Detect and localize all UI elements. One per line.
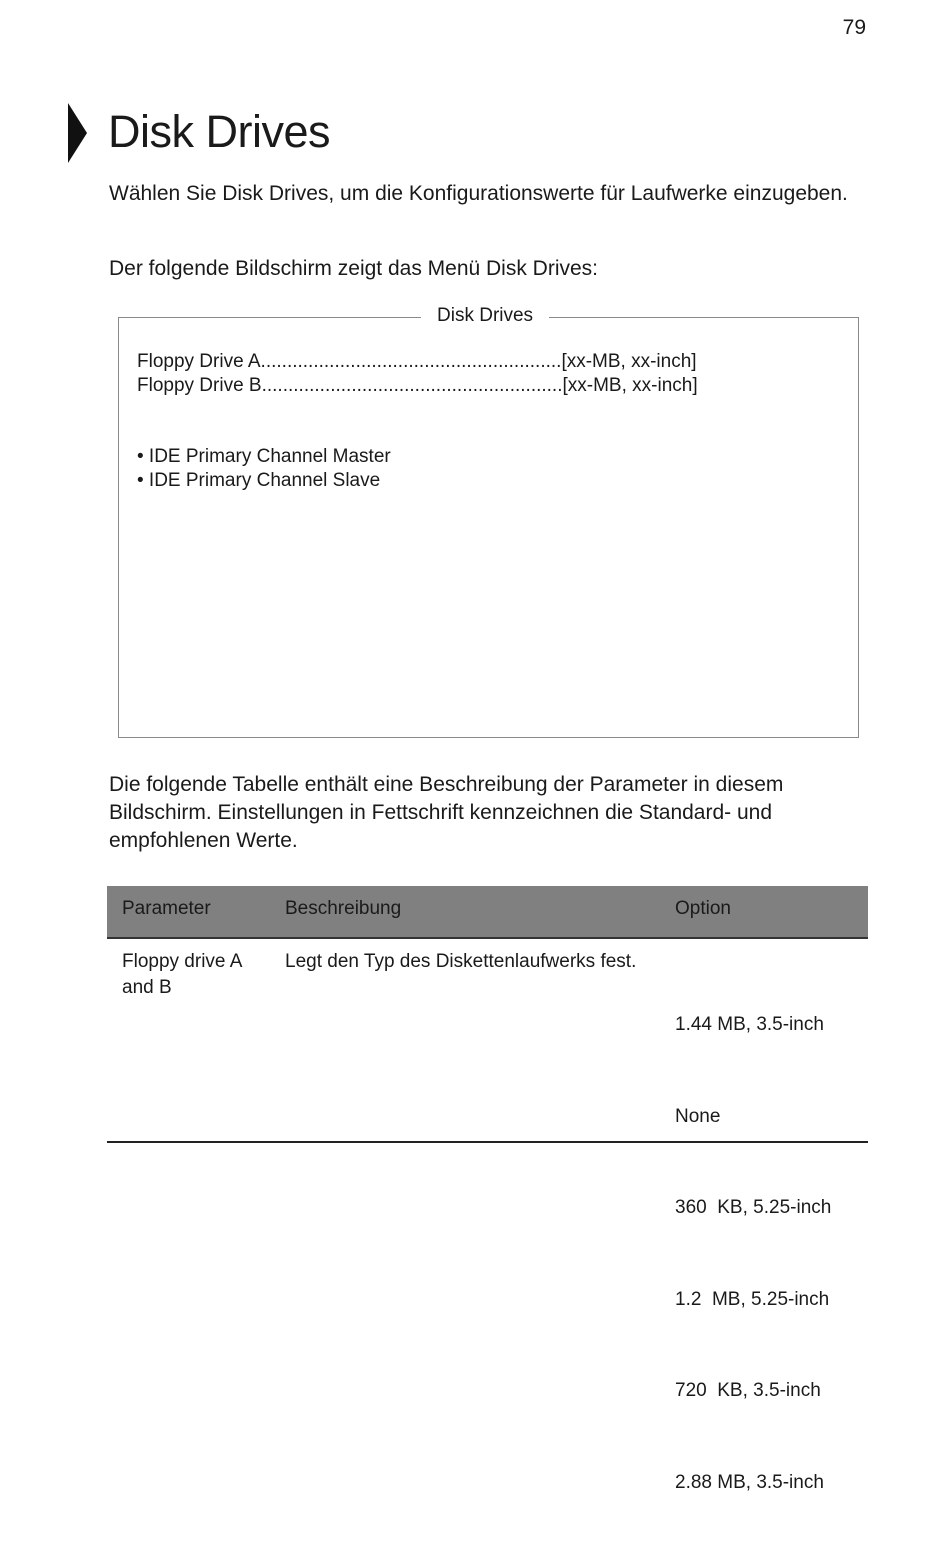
floppy-drive-a-row[interactable]: Floppy Drive A.........................................................[xx-MB, xx-inch] [137,351,697,372]
bios-screen [118,305,859,738]
option-item: 1.44 MB, 3.5-inch [675,1014,824,1035]
table-intro-paragraph: Die folgende Tabelle enthält eine Beschreibung der Parameter in diesem Bildschirm. Einstellungen in Fettschrift kennzeichnen die Standard- und empfohlenen Werte. [109,773,784,852]
ide-primary-master-item[interactable]: • IDE Primary Channel Master [137,446,391,467]
header-option: Option [675,898,731,919]
header-description: Beschreibung [285,898,402,919]
table-row [107,939,868,1493]
table-header [107,886,868,939]
parameter-table [107,886,868,1493]
row-parameter: Floppy drive A and B [122,951,242,998]
section-marker-arrow-icon [68,103,87,163]
option-item: 360 KB, 5.25-inch [675,1197,832,1218]
intro-paragraph: Wählen Sie Disk Drives, um die Konfigurationswerte für Laufwerke einzugeben. [109,182,848,205]
floppy-drive-b-row[interactable]: Floppy Drive B.........................................................[xx-MB, xx-inch] [137,375,698,396]
page-title: Disk Drives [108,106,331,157]
header-parameter: Parameter [122,898,211,919]
ide-primary-slave-item[interactable]: • IDE Primary Channel Slave [137,470,381,491]
bios-screen-title: Disk Drives [421,302,549,330]
option-item: 2.88 MB, 3.5-inch [675,1471,824,1493]
screen-intro-paragraph: Der folgende Bildschirm zeigt das Menü Disk Drives: [109,257,599,280]
page-number: 79 [842,16,866,39]
row-options [675,949,831,1559]
row-description: Legt den Typ des Diskettenlaufwerks fest. [285,951,637,972]
option-item: None [675,1105,721,1127]
option-item: 1.2 MB, 5.25-inch [675,1288,830,1310]
option-item: 720 KB, 3.5-inch [675,1380,821,1401]
